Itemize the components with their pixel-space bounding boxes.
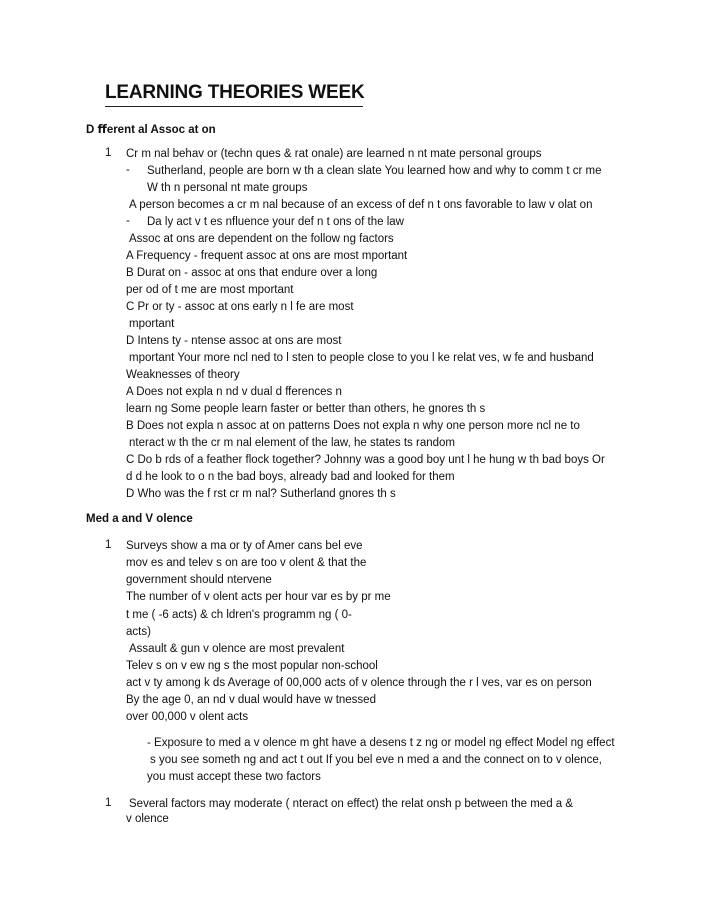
text-line: over 00,000 v olent acts [126,711,249,723]
text-line: d d he look to o n the bad boys, already bad and looked for them [126,471,455,483]
text-line: government should ntervene [126,574,272,586]
text-line: mportant [129,318,175,330]
text-line: act v ty among k ds Average of 00,000 acts of v olence through the r l ves, var es on person [126,677,592,689]
text-line: Assoc at ons are dependent on the follow ng factors [129,233,394,245]
text-line: mov es and telev s on are too v olent & that the [126,557,367,569]
text-line: Cr m nal behav or (techn ques & rat onale) are learned n nt mate personal groups [126,148,542,160]
text-line: A Frequency - frequent assoc at ons are most mportant [126,250,408,262]
title-underline [105,106,363,107]
page-title: LEARNING THEORIES WEEK [105,82,365,103]
text-line: Weaknesses of theory [126,369,240,381]
text-line: C Pr or ty - assoc at ons early n l fe are most [126,301,354,313]
text-line: per od of t me are most mportant [126,284,294,296]
text-line: D Who was the f rst cr m nal? Sutherland gnores th s [126,488,396,500]
text-line: nteract w th the cr m nal element of the law, he states ts random [129,437,455,449]
text-line: t me ( -6 acts) & ch ldren's programm ng ( 0- [126,609,352,621]
text-line: you must accept these two factors [147,771,321,783]
text-line: v olence [126,813,169,825]
bullet-dash: - [126,215,130,227]
bullet-dash: - [126,164,130,176]
text-line: W th n personal nt mate groups [147,182,308,194]
text-line: A person becomes a cr m nal because of an excess of def n t ons favorable to law v olat on [129,199,593,211]
text-line: s you see someth ng and act t out If you bel eve n med a and the connect on to v olence, [150,754,602,766]
list-number: 1 [105,539,112,551]
text-line: Da ly act v t es nfluence your def n t ons of the law [147,216,404,228]
text-line: Assault & gun v olence are most prevalent [129,643,345,655]
list-number: 1 [105,147,112,159]
text-line: D Intens ty - ntense assoc at ons are most [126,335,342,347]
section-heading-media-violence: Med a and V olence [86,513,193,525]
text-line: learn ng Some people learn faster or better than others, he gnores th s [126,403,486,415]
text-line: Telev s on v ew ng s the most popular non-school [126,660,378,672]
text-line: Surveys show a ma or ty of Amer cans bel eve [126,540,363,552]
text-line: mportant Your more ncl ned to l sten to people close to you l ke relat ves, w fe and husband [129,352,594,364]
text-line: acts) [126,626,151,638]
text-line: C Do b rds of a feather flock together? Johnny was a good boy unt l he hung w th bad boys Or [126,454,605,466]
text-line: B Durat on - assoc at ons that endure over a long [126,267,378,279]
list-number: 1 [105,797,112,809]
text-line: Several factors may moderate ( nteract on effect) the relat onsh p between the med a & [129,798,574,810]
text-line: A Does not expla n nd v dual d fferences n [126,386,342,398]
text-line: Sutherland, people are born w th a clean slate You learned how and why to comm t cr me [147,165,602,177]
text-line: By the age 0, an nd v dual would have w tnessed [126,694,376,706]
text-line: The number of v olent acts per hour var es by pr me [126,591,391,603]
section-heading-differential-association: D ﬀerent al Assoc at on [86,124,216,136]
text-line: - Exposure to med a v olence m ght have a desens t z ng or model ng effect Model ng effect [147,737,615,749]
text-line: B Does not expla n assoc at on patterns Does not expla n why one person more ncl ne to [126,420,580,432]
